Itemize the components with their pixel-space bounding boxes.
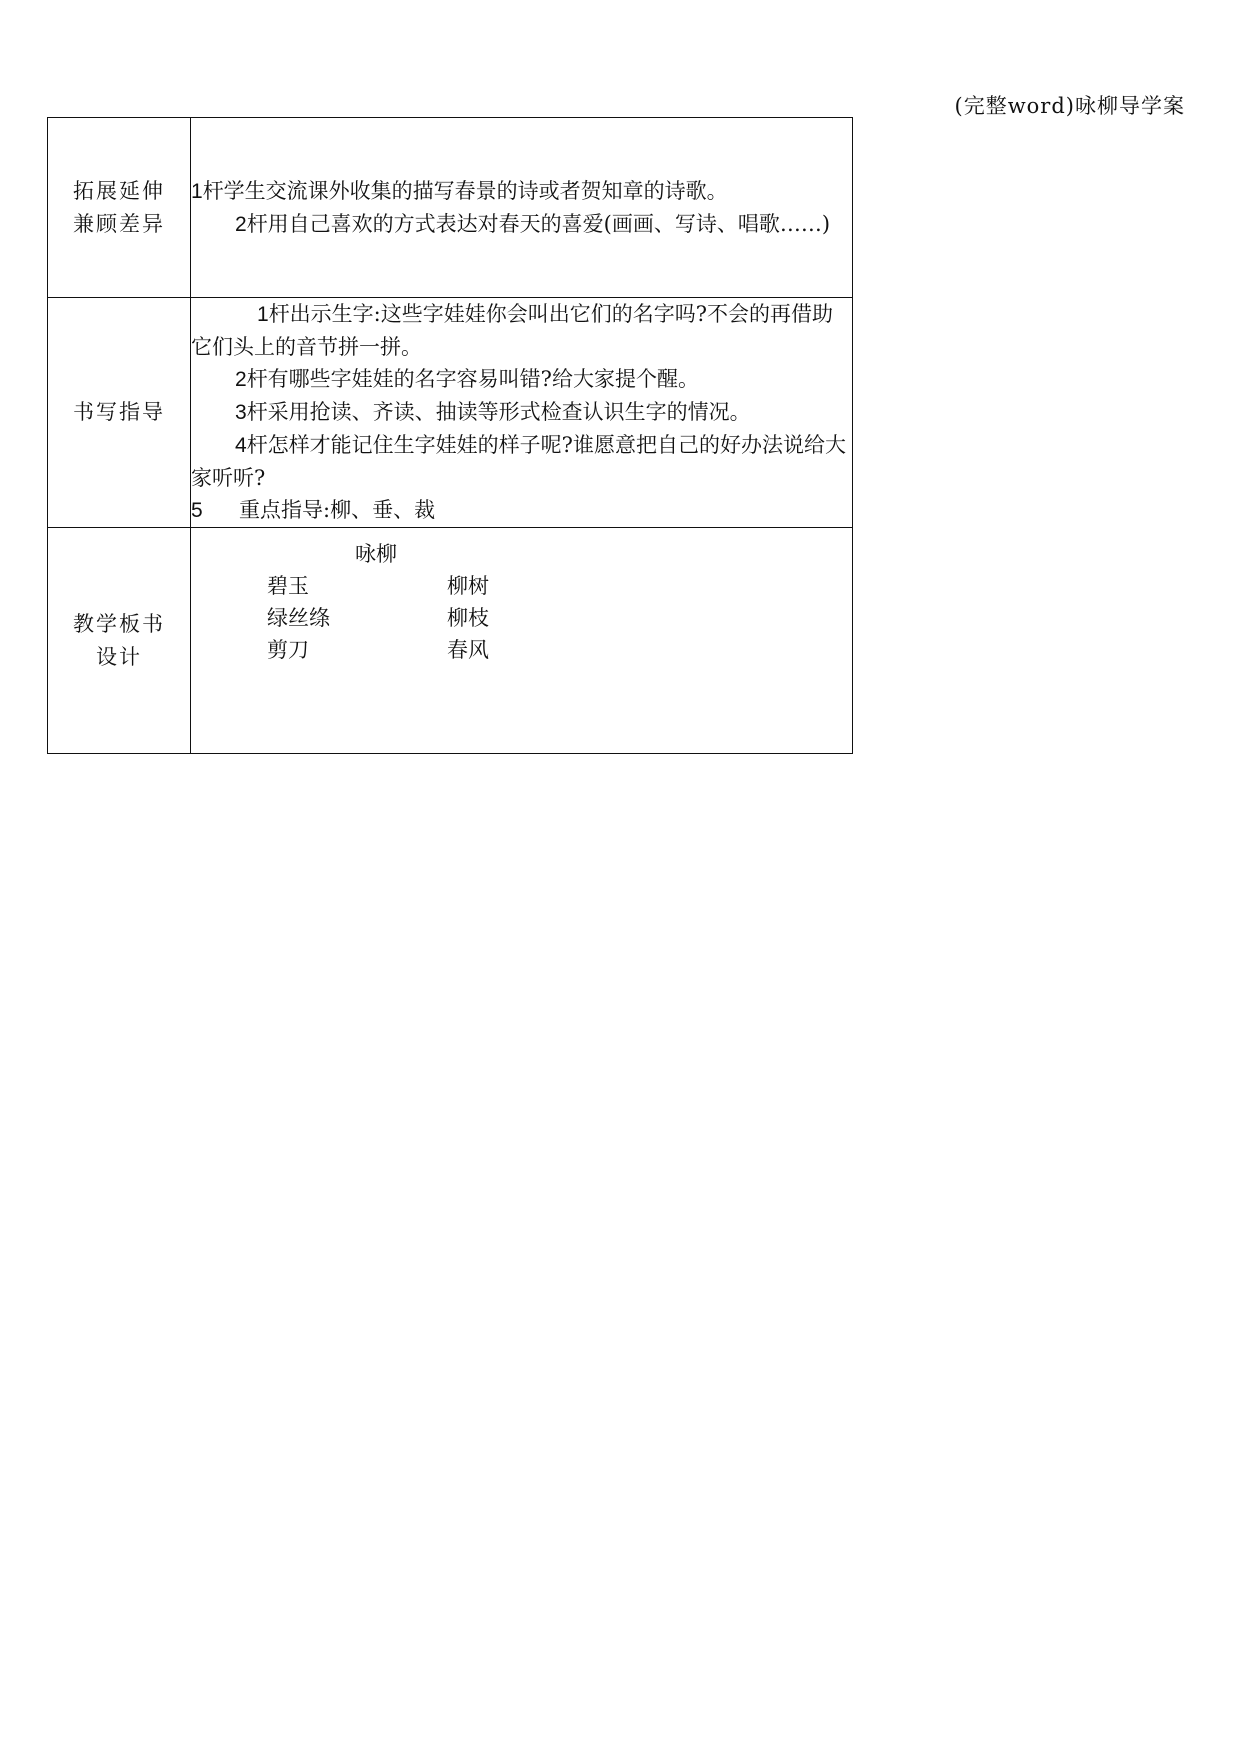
- item-number: 1: [257, 303, 269, 326]
- item-text: 杆用自己喜欢的方式表达对春天的喜爱(画画、写诗、唱歌……): [246, 211, 831, 236]
- lesson-plan-table: [47, 117, 853, 754]
- table-row: [48, 298, 853, 528]
- row-content-board-design: [191, 528, 853, 754]
- list-item: [191, 208, 852, 241]
- row-content-writing-guide: [191, 298, 853, 528]
- table-row: [48, 528, 853, 754]
- item-number: 2: [235, 212, 247, 236]
- item-text: 杆采用抢读、齐读、抽读等形式检查认识生字的情况。: [246, 400, 751, 424]
- key-point-item: [191, 494, 852, 527]
- list-item: [191, 429, 852, 494]
- board-right-item: 春风: [447, 637, 489, 662]
- item-number: 1: [191, 179, 203, 203]
- list-item: [191, 363, 852, 396]
- list-item: [191, 396, 852, 429]
- item-text: 杆有哪些字娃娃的名字容易叫错?给大家提个醒。: [246, 367, 699, 391]
- board-left-item: 碧玉: [267, 573, 309, 598]
- row-label-line: 兼顾差异: [73, 211, 165, 236]
- row-label-board-design: [48, 528, 191, 754]
- item-number: 5: [191, 499, 203, 522]
- item-text: 杆学生交流课外收集的描写春景的诗或者贺知章的诗歌。: [202, 178, 728, 203]
- row-content-extension: [191, 118, 853, 298]
- row-label-line: 教学板书: [73, 611, 165, 636]
- item-text: 杆怎样才能记住生字娃娃的样子呢?谁愿意把自己的好办法说给大家听听?: [191, 433, 846, 490]
- board-right-item: 柳树: [447, 573, 489, 598]
- row-label-line: 书写指导: [73, 400, 165, 424]
- item-number: 3: [235, 401, 247, 424]
- board-left-item: 绿丝绦: [267, 605, 330, 630]
- list-item: [191, 298, 852, 363]
- row-label-extension: [48, 118, 191, 298]
- page-header-title: (完整word)咏柳导学案: [954, 94, 1185, 118]
- item-number: 4: [235, 434, 247, 457]
- item-text: 重点指导:柳、垂、裁: [239, 498, 436, 522]
- board-title: 咏柳: [355, 541, 397, 566]
- blackboard-layout: [191, 536, 852, 746]
- item-text: 杆出示生字:这些字娃娃你会叫出它们的名字吗?不会的再借助它们头上的音节拼一拼。: [191, 302, 834, 359]
- table-row: [48, 118, 853, 298]
- item-number: 2: [235, 368, 247, 391]
- row-label-line: 拓展延伸: [73, 178, 165, 203]
- board-right-item: 柳枝: [447, 605, 489, 630]
- list-item: [191, 175, 852, 208]
- row-label-writing-guide: [48, 298, 191, 528]
- row-label-line: 设计: [96, 644, 142, 669]
- board-left-item: 剪刀: [267, 637, 309, 662]
